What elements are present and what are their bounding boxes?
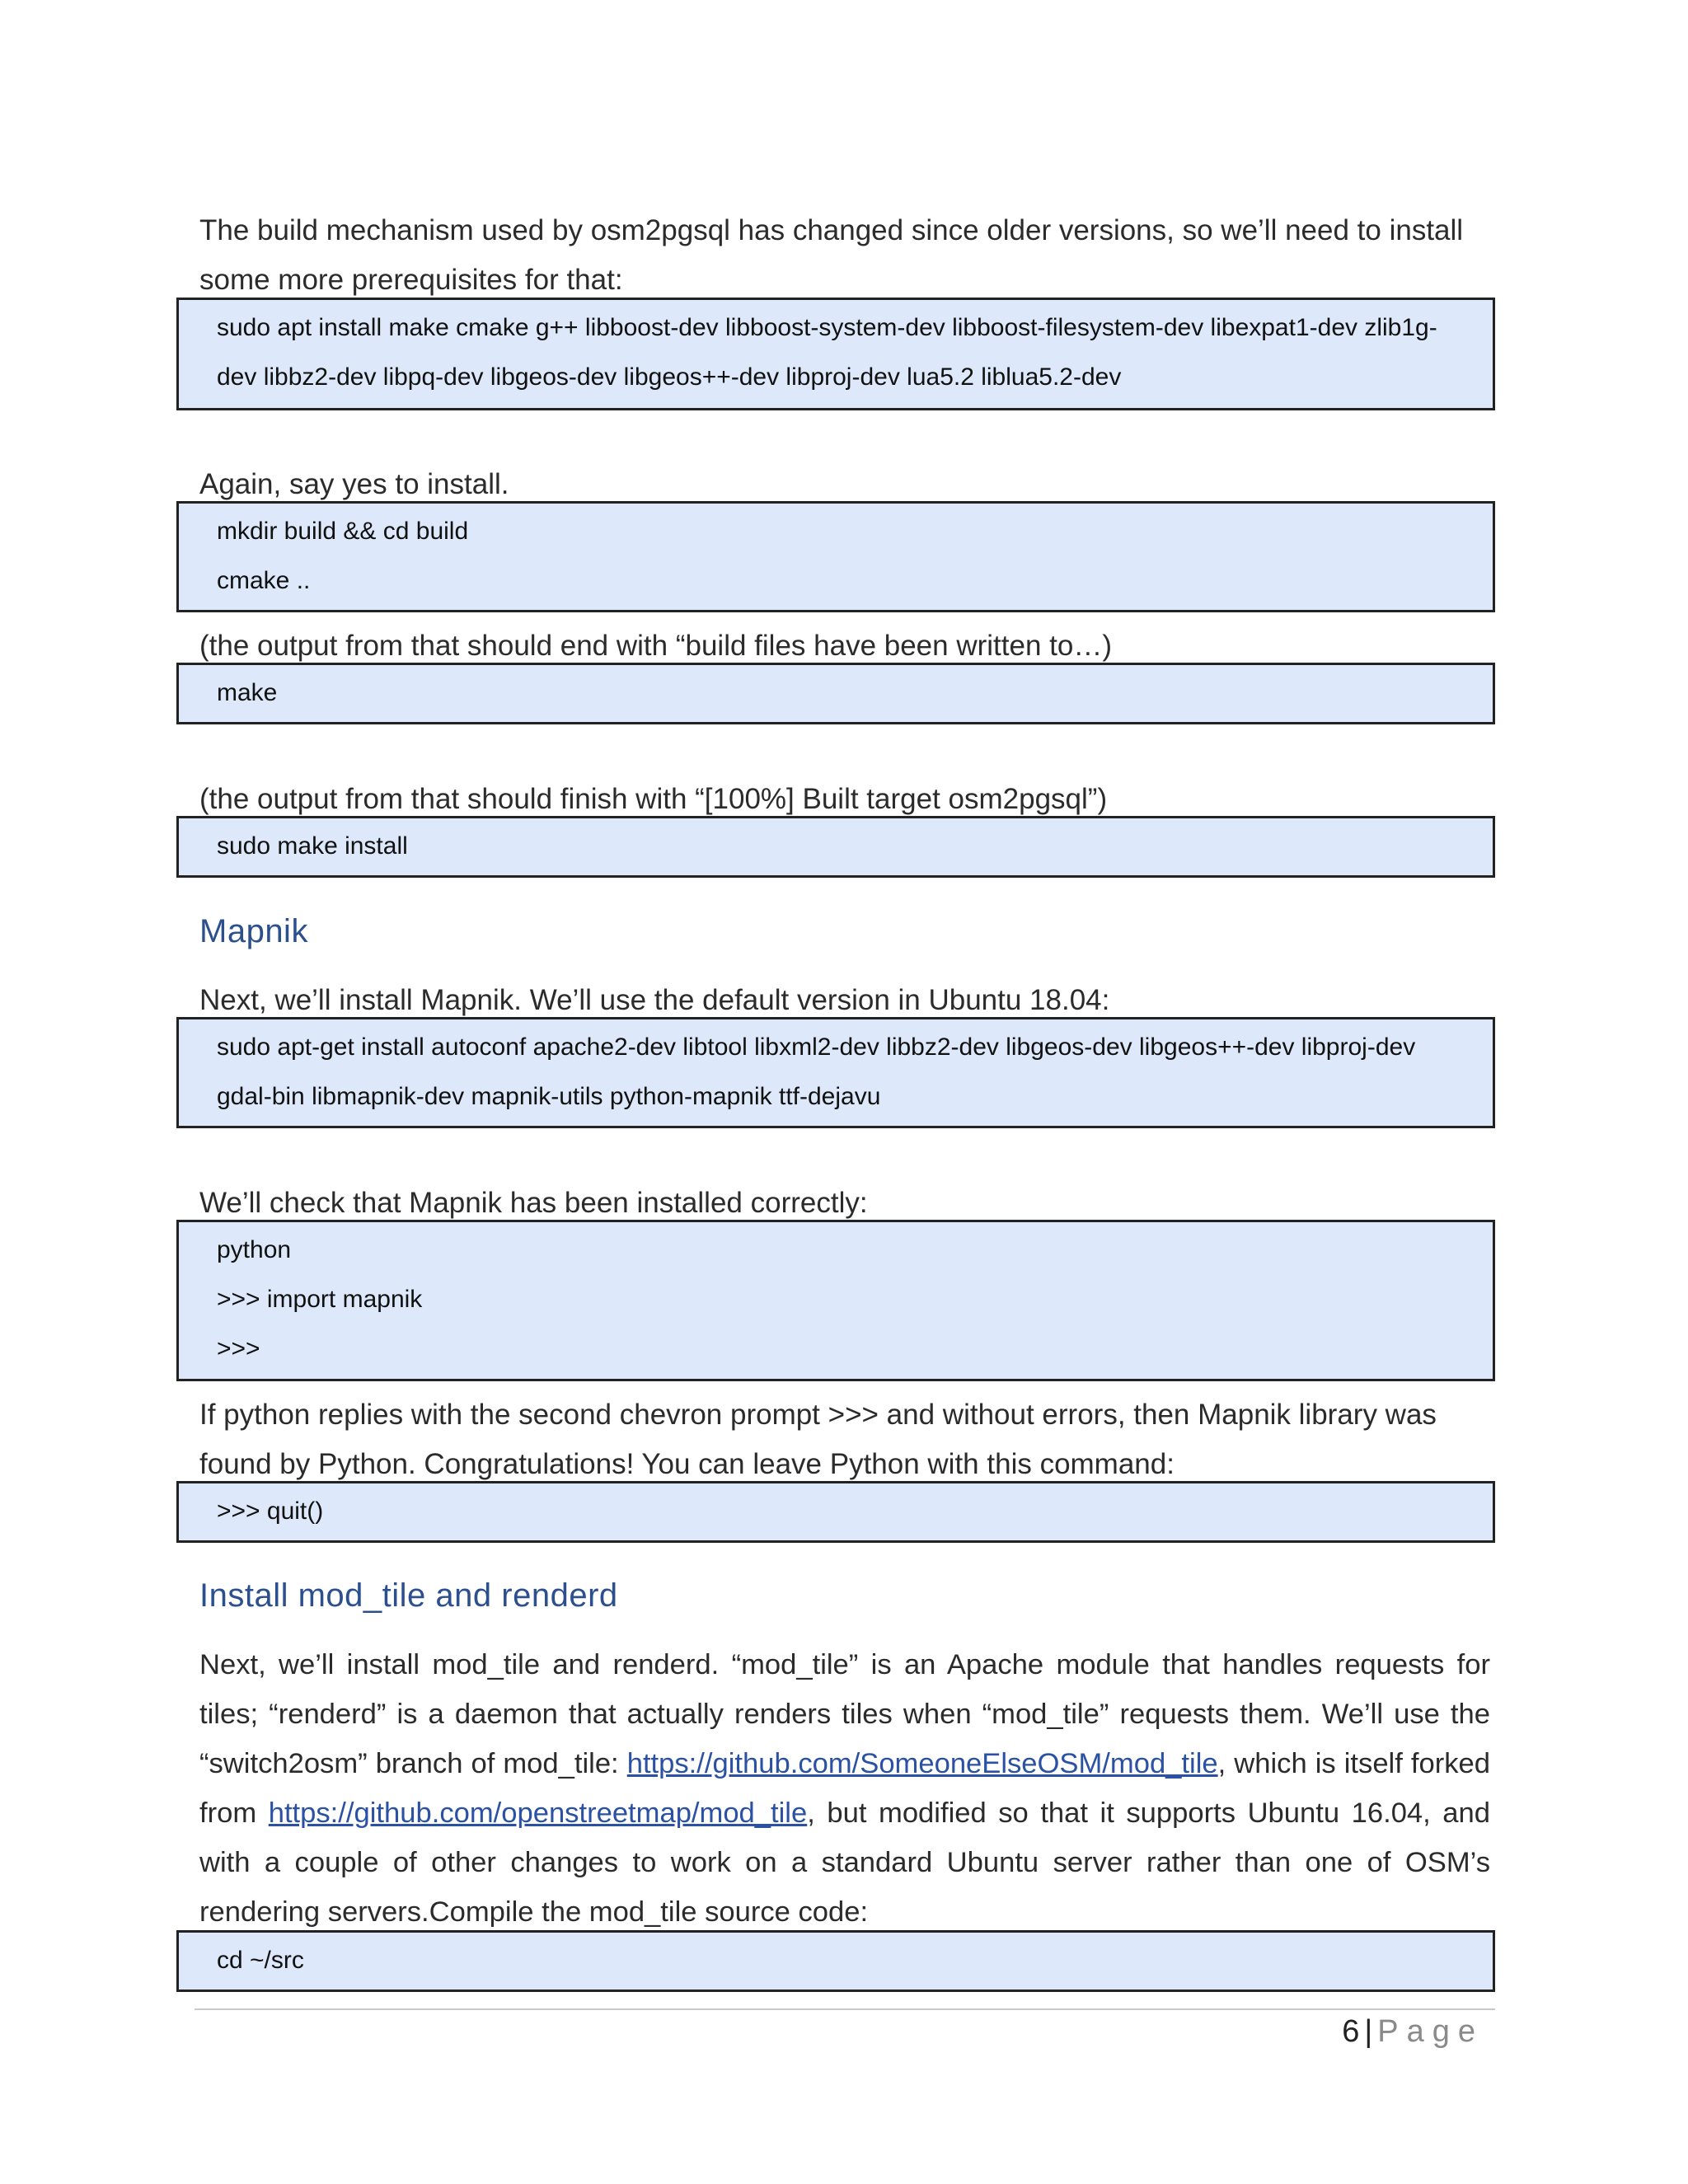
code-line: dev libbz2-dev libpq-dev libgeos-dev libgeos++-dev libproj-dev lua5.2 liblua5.2-dev: [217, 363, 1122, 391]
code-block-mapnik-apt: [176, 1017, 1495, 1128]
intro-line-2: some more prerequisites for that:: [199, 264, 623, 296]
code-line: sudo make install: [217, 832, 408, 860]
someoneelse-mod-tile-link[interactable]: https://github.com/SomeoneElseOSM/mod_tile: [626, 1748, 1218, 1779]
mapnik-heading: Mapnik: [199, 913, 308, 949]
mapnik-check-text: We’ll check that Mapnik has been installed correctly:: [199, 1187, 868, 1219]
code-block-make: [176, 663, 1495, 724]
code-line: mkdir build && cd build: [217, 518, 469, 545]
code-line: make: [217, 679, 278, 706]
code-line: cd ~/src: [217, 1947, 304, 1974]
code-block-install: [176, 816, 1495, 878]
page-number: 6: [1342, 2014, 1360, 2049]
code-block-build: [176, 501, 1495, 612]
again-text: Again, say yes to install.: [199, 468, 509, 500]
make-output-note: (the output from that should finish with “[100%] Built target osm2pgsql”): [199, 783, 1108, 815]
page-footer: [1342, 2011, 1484, 2052]
code-block-quit: [176, 1481, 1495, 1543]
result-line-2: found by Python. Congratulations! You can leave Python with this command:: [199, 1448, 1175, 1480]
code-line: >>> import mapnik: [217, 1286, 423, 1313]
python-result-paragraph: [199, 1390, 1490, 1489]
code-line: >>> quit(): [217, 1497, 324, 1525]
cmake-output-note: (the output from that should end with “build files have been written to…): [199, 630, 1112, 662]
mod-tile-heading: Install mod_tile and renderd: [199, 1577, 618, 1614]
mapnik-intro: Next, we’ll install Mapnik. We’ll use the default version in Ubuntu 18.04:: [199, 984, 1110, 1016]
mod-tile-paragraph: [199, 1640, 1490, 1937]
code-line: sudo apt install make cmake g++ libboost-dev libboost-system-dev libboost-filesystem-dev libexpat1-dev zlib1g-: [217, 314, 1437, 341]
code-line: cmake ..: [217, 567, 311, 594]
mod-tile-text-3: , but modified so that it supports Ubuntu 16.04, and with a couple of other changes to work on a standard Ubuntu server rather than one of OSM’s rendering servers.Compile the mod_tile source code:: [199, 1797, 1491, 1928]
page-label: Page: [1377, 2014, 1484, 2049]
intro-line-1: The build mechanism used by osm2pgsql has changed since older versions, so we’ll need to install: [199, 214, 1464, 246]
openstreetmap-mod-tile-link[interactable]: https://github.com/openstreetmap/mod_tile: [268, 1797, 808, 1829]
code-line: >>>: [217, 1335, 260, 1362]
mod-tile-text-1: Next, we’ll install mod_tile and renderd. “mod_tile” is an Apache module that handles requests for tiles; “renderd” is a daemon that actually renders tiles when “mod_tile” requests them. We’ll use the “switch2osm” branch of mod_tile:: [199, 1649, 1490, 1779]
code-line: sudo apt-get install autoconf apache2-dev libtool libxml2-dev libbz2-dev libgeos-dev libgeos++-dev libproj-dev: [217, 1033, 1416, 1061]
footer-divider: [195, 2008, 1495, 2010]
code-block-prereq: [176, 298, 1495, 410]
result-line-1: If python replies with the second chevron prompt >>> and without errors, then Mapnik library was: [199, 1399, 1437, 1431]
footer-separator: |: [1364, 2014, 1373, 2049]
intro-paragraph: [199, 206, 1490, 305]
mod-tile-text-2: , which is itself forked from: [199, 1748, 1490, 1829]
code-line: gdal-bin libmapnik-dev mapnik-utils python-mapnik ttf-dejavu: [217, 1083, 881, 1110]
code-block-python: [176, 1220, 1495, 1381]
code-block-cd-src: [176, 1930, 1495, 1992]
code-line: python: [217, 1236, 292, 1263]
